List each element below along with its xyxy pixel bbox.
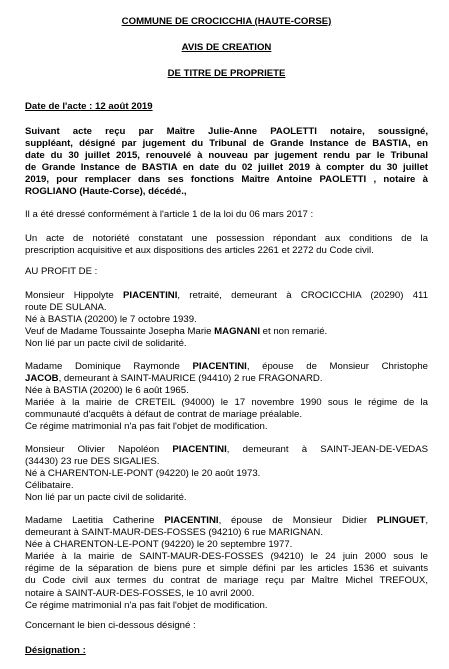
person-surname: MAGNANI (214, 326, 260, 338)
person-text: Mariée à la mairie de SAINT-MAUR-DES-FOSSES (94210) le 24 juin 2000 sous le (25, 551, 428, 563)
person-line (25, 444, 428, 456)
person-text: Né à BASTIA (20200) le 7 octobre 1939. (25, 314, 197, 326)
person-line (25, 314, 428, 326)
commune-title: COMMUNE DE CROCICCHIA (HAUTE-CORSE) (121, 16, 332, 27)
person-line (25, 397, 428, 409)
person-line (25, 515, 428, 527)
person-block (25, 290, 428, 350)
person-line (25, 551, 428, 563)
person-text: demeurant à SAINT-MAUR-DES-FOSSES (94210) 6 rue MARIGNAN. (25, 527, 324, 539)
person-line (25, 302, 428, 314)
date-acte: Date de l'acte : 12 août 2019 (25, 101, 153, 112)
person-line (25, 492, 428, 504)
titre-title: DE TITRE DE PROPRIETE (167, 68, 286, 79)
intro-line: 2019, pour remplacer dans ses fonctions Maître Antoine PAOLETTI , notaire à (25, 174, 428, 186)
acte-notoriete-line: prescription acquisitive et aux dispositions des articles 2261 et 2272 du Code civil. (25, 245, 374, 257)
acte-notoriete-paragraph (25, 233, 428, 257)
intro-line: date du 30 juillet 2015, renouvelé à nouveau par jugement rendu par le Tribunal (25, 150, 428, 162)
person-text: et non remarié. (260, 326, 328, 338)
person-line (25, 539, 428, 551)
person-text: (34430) 23 rue DES SIGALIES. (25, 456, 160, 468)
person-line (25, 373, 428, 385)
person-text: Madame Laetitia Catherine (25, 515, 165, 526)
person-line (25, 409, 428, 421)
au-profit-heading: AU PROFIT DE : (25, 266, 98, 277)
person-line (25, 421, 428, 433)
designation-heading: Désignation : (25, 645, 86, 656)
person-surname: PIACENTINI (164, 515, 219, 526)
person-text: , épouse de Monsieur Christophe (246, 361, 429, 372)
person-line (25, 361, 428, 373)
person-line (25, 480, 428, 492)
acte-notoriete-line: Un acte de notoriété constatant une possession répondant aux conditions de la (25, 233, 428, 244)
person-text: régime de la séparation de biens pure et simple défini par les articles 1536 et suivants (25, 563, 428, 575)
person-surname: JACOB (25, 373, 59, 385)
person-text: , demeurant à SAINT-MAURICE (94410) 2 rue FRAGONARD. (58, 373, 323, 385)
person-text: , (425, 515, 428, 526)
person-line (25, 588, 428, 600)
person-line (25, 338, 428, 350)
person-text: Non lié par un pacte civil de solidarité. (25, 492, 187, 504)
person-text: du Code civil aux termes du contrat de mariage reçu par Maître Michel TREFOUX, (25, 575, 428, 587)
dresse-text: Il a été dressé conformément à l'article 1 de la loi du 06 mars 2017 : (25, 209, 314, 220)
person-line (25, 575, 428, 587)
person-text: Non lié par un pacte civil de solidarité. (25, 338, 187, 350)
person-text: Mariée à la mairie de CRETEIL (94000) le 17 novembre 1990 sous le régime de la (25, 397, 428, 409)
person-text: Ce régime matrimonial n'a pas fait l'objet de modification. (25, 421, 268, 433)
person-text: Veuf de Madame Toussainte Josepha Marie (25, 326, 215, 338)
person-line (25, 290, 428, 302)
person-text: Née à BASTIA (20200) le 6 août 1965. (25, 385, 189, 397)
person-line (25, 563, 428, 575)
person-block (25, 515, 428, 612)
person-line (25, 385, 428, 397)
person-text: Né à CHARENTON-LE-PONT (94220) le 20 août 1973. (25, 468, 261, 480)
person-line (25, 456, 428, 468)
person-text: , demeurant à SAINT-JEAN-DE-VEDAS (226, 444, 428, 455)
person-line (25, 468, 428, 480)
person-text: Monsieur Hippolyte (25, 290, 123, 301)
person-surname: PIACENTINI (123, 290, 178, 301)
person-line (25, 527, 428, 539)
concernant-text: Concernant le bien ci-dessous désigné : (25, 620, 196, 631)
person-text: Monsieur Olivier Napoléon (25, 444, 173, 455)
person-text: notaire à SAINT-AUR-DES-FOSSES, le 10 avril 2000. (25, 587, 255, 599)
person-surname: PLINGUET (376, 515, 426, 526)
person-text: , épouse de Monsieur Didier (218, 515, 377, 526)
intro-line: ROGLIANO (Haute-Corse), décédé., (25, 186, 187, 198)
person-text: , retraité, demeurant à CROCICCHIA (20290) 411 (177, 290, 428, 301)
person-text: Célibataire. (25, 480, 74, 492)
person-text: Née à CHARENTON-LE-PONT (94220) le 20 septembre 1977. (25, 539, 293, 551)
person-text: route DE SULANA. (25, 302, 107, 314)
person-text: Madame Dominique Raymonde (25, 361, 193, 372)
person-surname: PIACENTINI (192, 361, 247, 372)
person-line (25, 326, 428, 338)
intro-line: suppléant, désigné par jugement du Tribunal de Grande Instance de BASTIA, en (25, 138, 428, 150)
intro-line: de Grande Instance de BASTIA en date du 02 juillet 2019 à compter du 30 juillet (25, 162, 428, 174)
intro-paragraph (25, 126, 428, 199)
person-block (25, 444, 428, 504)
avis-title: AVIS DE CREATION (181, 42, 272, 53)
person-line (25, 600, 428, 612)
person-text: communauté d'acquêts à défaut de contrat de mariage préalable. (25, 409, 303, 421)
person-surname: PIACENTINI (172, 444, 227, 455)
intro-line: Suivant acte reçu par Maître Julie-Anne PAOLETTI notaire, soussigné, (25, 126, 428, 137)
person-block (25, 361, 428, 434)
person-text: Ce régime matrimonial n'a pas fait l'objet de modification. (25, 599, 268, 611)
